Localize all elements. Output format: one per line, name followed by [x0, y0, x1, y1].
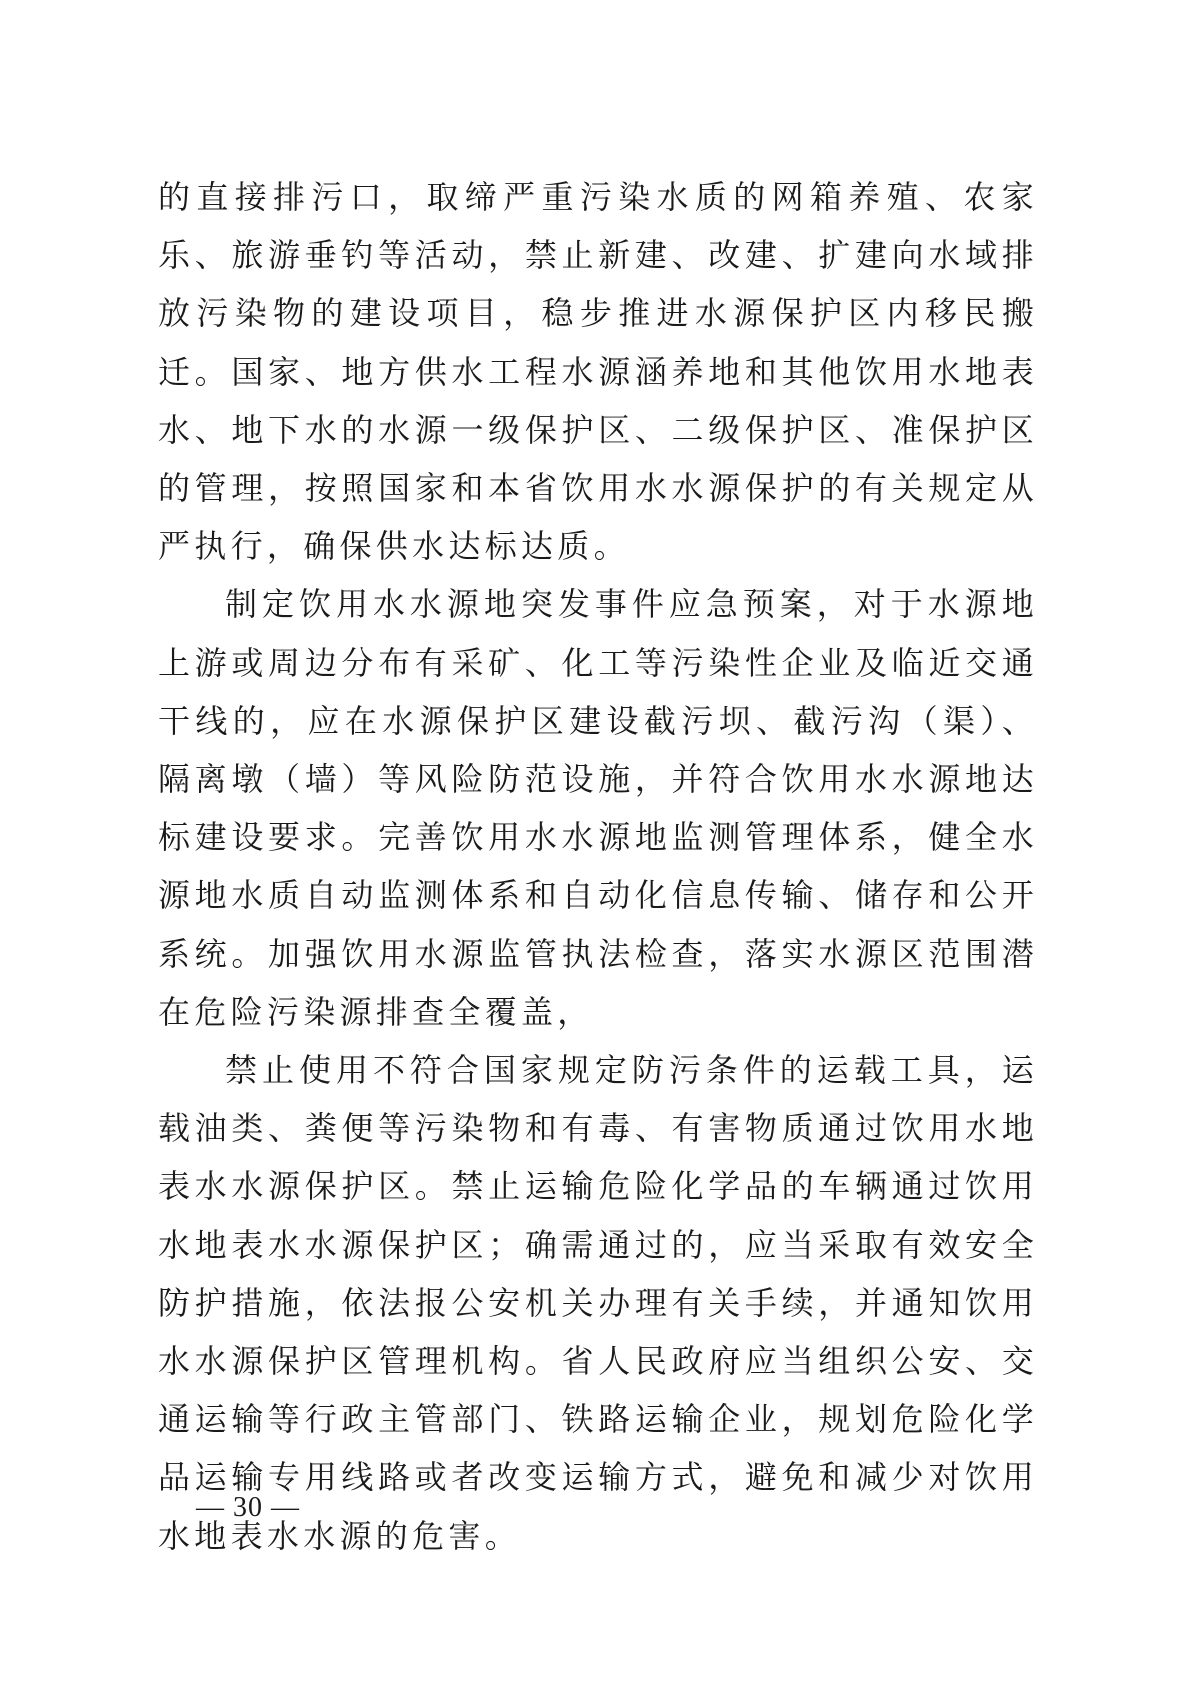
paragraph-emergency-plan: 制定饮用水水源地突发事件应急预案，对于水源地上游或周边分布有采矿、化工等污染性企业及临近交通干线的，应在水源保护区建设截污坝、截污沟（渠）、隔离墩（墙）等风险防范设施，并符合饮用水水源地达标建设要求。完善饮用水水源地监测管理体系，健全水源地水质自动监测体系和自动化信息传输、储存和公开系统。加强饮用水源监管执法检查，落实水源区范围潜在危险污染源排查全覆盖， — [158, 585, 1038, 1031]
document-body — [158, 168, 1038, 1565]
paragraph-transport-ban: 禁止使用不符合国家规定防污条件的运载工具，运载油类、粪便等污染物和有毒、有害物质通过饮用水地表水水源保护区。禁止运输危险化学品的车辆通过饮用水地表水水源保护区；确需通过的，应当采取有效安全防护措施，依法报公安机关办理有关手续，并通知饮用水水源保护区管理机构。省人民政府应当组织公安、交通运输等行政主管部门、铁路运输企业，规划危险化学品运输专用线路或者改变运输方式，避免和减少对饮用水地表水水源的危害。 — [158, 1051, 1038, 1555]
paragraph-continuation: 的直接排污口，取缔严重污染水质的网箱养殖、农家乐、旅游垂钓等活动，禁止新建、改建、扩建向水域排放污染物的建设项目，稳步推进水源保护区内移民搬迁。国家、地方供水工程水源涵养地和其他饮用水地表水、地下水的水源一级保护区、二级保护区、准保护区的管理，按照国家和本省饮用水水源保护的有关规定从严执行，确保供水达标达质。 — [158, 178, 1038, 566]
page-number: — 30 — — [196, 1492, 300, 1523]
